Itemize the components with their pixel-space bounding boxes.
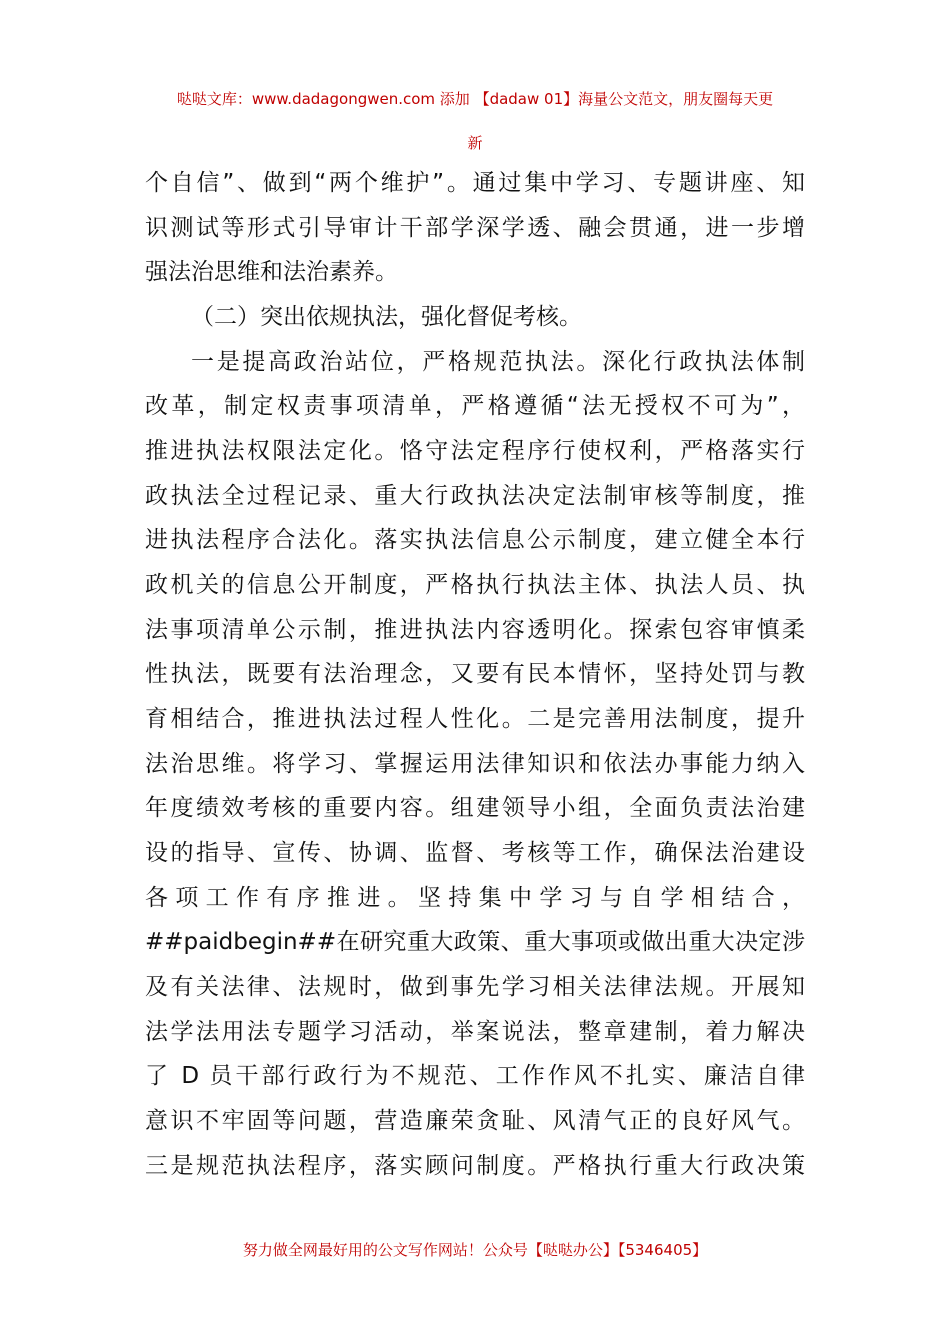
header-banner-line-1: 哒哒文库：www.dadagongwen.com 添加 【dadaw 01】海量公文范文，朋友圈每天更 bbox=[176, 90, 774, 108]
body-line-13: 育相结合，推进执法过程人性化。二是完善用法制度，提升 bbox=[145, 706, 805, 732]
body-line-15: 年度绩效考核的重要内容。组建领导小组，全面负责法治建 bbox=[145, 795, 805, 821]
body-line-6: 改革，制定权责事项清单，严格遵循“法无授权不可为”， bbox=[145, 393, 805, 419]
header-banner-line-2: 新 bbox=[467, 134, 483, 152]
body-line-21: 了 D 员干部行政行为不规范、工作作风不扎实、廉洁自律 bbox=[145, 1063, 805, 1089]
body-line-22: 意识不牢固等问题，营造廉荣贪耻、风清气正的良好风气。 bbox=[145, 1108, 805, 1134]
section-heading: （二）突出依规执法，强化督促考核。 bbox=[191, 304, 582, 330]
body-line-9: 进执法程序合法化。落实执法信息公示制度，建立健全本行 bbox=[145, 527, 805, 553]
body-line-7: 推进执法权限法定化。恪守法定程序行使权利，严格落实行 bbox=[145, 438, 805, 464]
body-line-16: 设的指导、宣传、协调、监督、考核等工作，确保法治建设 bbox=[145, 840, 805, 866]
body-line-8: 政执法全过程记录、重大行政执法决定法制审核等制度，推 bbox=[145, 483, 805, 509]
body-line-14: 法治思维。将学习、掌握运用法律知识和依法办事能力纳入 bbox=[145, 751, 805, 777]
body-line-3: 强法治思维和法治素养。 bbox=[145, 259, 398, 285]
body-line-12: 性执法，既要有法治理念，又要有民本情怀，坚持处罚与教 bbox=[145, 661, 805, 687]
body-line-2: 识测试等形式引导审计干部学深学透、融会贯通，进一步增 bbox=[145, 215, 805, 241]
body-line-19: 及有关法律、法规时，做到事先学习相关法律法规。开展知 bbox=[145, 974, 805, 1000]
body-line-20: 法学法用法专题学习活动，举案说法，整章建制，着力解决 bbox=[145, 1019, 805, 1045]
body-line-11: 法事项清单公示制，推进执法内容透明化。探索包容审慎柔 bbox=[145, 617, 805, 643]
body-line-5: 一是提高政治站位，严格规范执法。深化行政执法体制 bbox=[191, 349, 805, 375]
body-line-10: 政机关的信息公开制度，严格执行执法主体、执法人员、执 bbox=[145, 572, 805, 598]
body-line-23: 三是规范执法程序，落实顾问制度。严格执行重大行政决策 bbox=[145, 1153, 805, 1179]
body-line-1: 个自信”、做到“两个维护”。通过集中学习、专题讲座、知 bbox=[145, 170, 805, 196]
body-line-18: ##paidbegin##在研究重大政策、重大事项或做出重大决定涉 bbox=[145, 929, 805, 955]
body-line-17: 各项工作有序推进。坚持集中学习与自学相结合， bbox=[145, 885, 805, 911]
footer-banner: 努力做全网最好用的公文写作网站！公众号【哒哒办公】【5346405】 bbox=[242, 1241, 708, 1259]
